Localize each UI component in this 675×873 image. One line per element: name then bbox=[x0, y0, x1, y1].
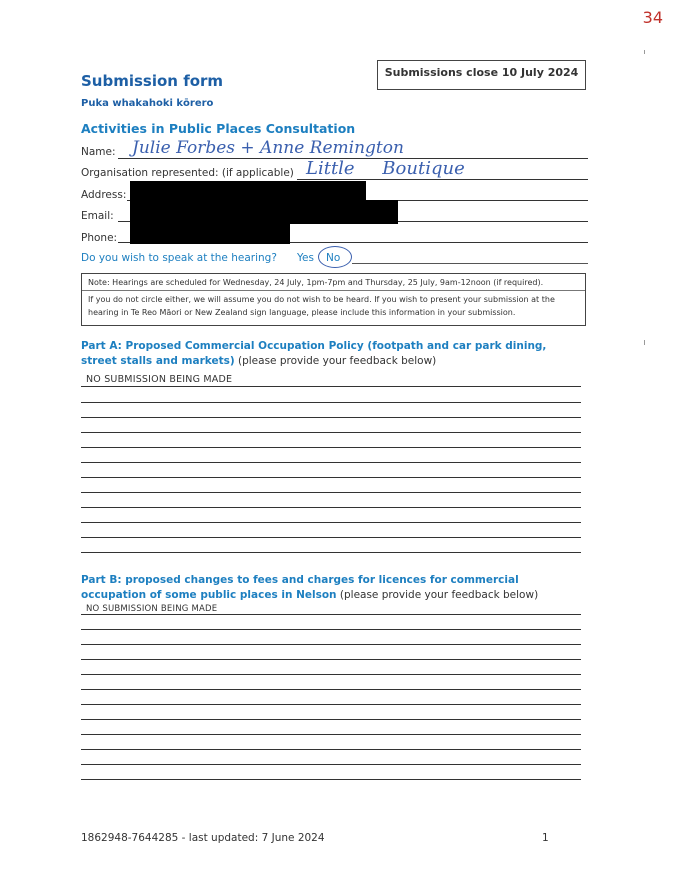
answer-line bbox=[81, 749, 581, 750]
answer-line bbox=[81, 689, 581, 690]
part-b-heading bbox=[81, 573, 581, 603]
answer-line bbox=[81, 779, 581, 780]
answer-line bbox=[81, 447, 581, 448]
answer-line bbox=[81, 417, 581, 418]
answer-line bbox=[81, 522, 581, 523]
answer-line bbox=[81, 719, 581, 720]
redaction-block bbox=[130, 223, 290, 244]
redaction-block bbox=[130, 181, 366, 201]
submissions-close-text: Submissions close 10 July 2024 bbox=[384, 66, 579, 79]
organisation-field-line[interactable] bbox=[297, 179, 588, 180]
edge-mark bbox=[644, 50, 645, 54]
organisation-handwritten-value: Little Boutique bbox=[306, 158, 465, 179]
address-label: Address: bbox=[81, 189, 127, 201]
answer-line bbox=[81, 402, 581, 403]
hearing-no-option[interactable]: No bbox=[326, 252, 341, 264]
name-label: Name: bbox=[81, 146, 116, 158]
hearing-question: Do you wish to speak at the hearing? bbox=[81, 252, 277, 264]
answer-line bbox=[81, 644, 581, 645]
page-number: 34 bbox=[642, 8, 663, 27]
answer-line bbox=[81, 552, 581, 553]
answer-line bbox=[81, 537, 581, 538]
answer-line bbox=[81, 614, 581, 615]
footer-page-number: 1 bbox=[542, 832, 549, 844]
consultation-title: Activities in Public Places Consultation bbox=[81, 121, 356, 136]
organisation-label: Organisation represented: (if applicable) bbox=[81, 167, 294, 179]
note-line-2: If you do not circle either, we will assume you do not wish to be heard. If you wish to present your submission at the bbox=[88, 295, 555, 304]
edge-mark bbox=[644, 340, 645, 345]
answer-line bbox=[81, 386, 581, 387]
part-b-heading-bold: Part B: proposed changes to fees and charges for licences for commercial occupation of some public places in Nelson bbox=[81, 574, 519, 601]
email-label: Email: bbox=[81, 210, 114, 222]
phone-label: Phone: bbox=[81, 232, 118, 244]
hearing-yes-option[interactable]: Yes bbox=[297, 252, 314, 264]
note-line-3: hearing in Te Reo Māori or New Zealand sign language, please include this information in your submission. bbox=[88, 308, 516, 317]
no-circled-mark bbox=[318, 246, 352, 268]
answer-line bbox=[81, 492, 581, 493]
part-a-heading-instruction: (please provide your feedback below) bbox=[234, 355, 437, 367]
part-a-heading-bold: Part A: Proposed Commercial Occupation Policy (footpath and car park dining, street stalls and markets) bbox=[81, 340, 547, 367]
answer-line bbox=[81, 462, 581, 463]
redaction-block bbox=[130, 200, 398, 224]
answer-line bbox=[81, 764, 581, 765]
answer-line bbox=[81, 477, 581, 478]
name-handwritten-value: Julie Forbes + Anne Remington bbox=[132, 138, 404, 158]
answer-line bbox=[81, 734, 581, 735]
form-subtitle: Puka whakahoki kōrero bbox=[81, 98, 214, 109]
part-a-answer: NO SUBMISSION BEING MADE bbox=[86, 374, 233, 385]
footer-document-code: 1862948-7644285 - last updated: 7 June 2024 bbox=[81, 832, 325, 844]
part-a-heading bbox=[81, 339, 581, 369]
part-b-answer: NO SUBMISSION BEING MADE bbox=[86, 604, 218, 614]
note-line-1: Note: Hearings are scheduled for Wednesday, 24 July, 1pm-7pm and Thursday, 25 July, 9am-12noon (if required). bbox=[88, 278, 544, 287]
hearing-note-box bbox=[81, 273, 586, 326]
note-divider bbox=[82, 290, 585, 291]
answer-line bbox=[81, 704, 581, 705]
submissions-close-box bbox=[377, 60, 586, 90]
answer-line bbox=[81, 674, 581, 675]
answer-line bbox=[81, 659, 581, 660]
answer-line bbox=[81, 507, 581, 508]
hearing-rule bbox=[352, 263, 588, 264]
answer-line bbox=[81, 629, 581, 630]
part-b-heading-instruction: (please provide your feedback below) bbox=[336, 589, 539, 601]
answer-line bbox=[81, 432, 581, 433]
form-title: Submission form bbox=[81, 72, 224, 90]
